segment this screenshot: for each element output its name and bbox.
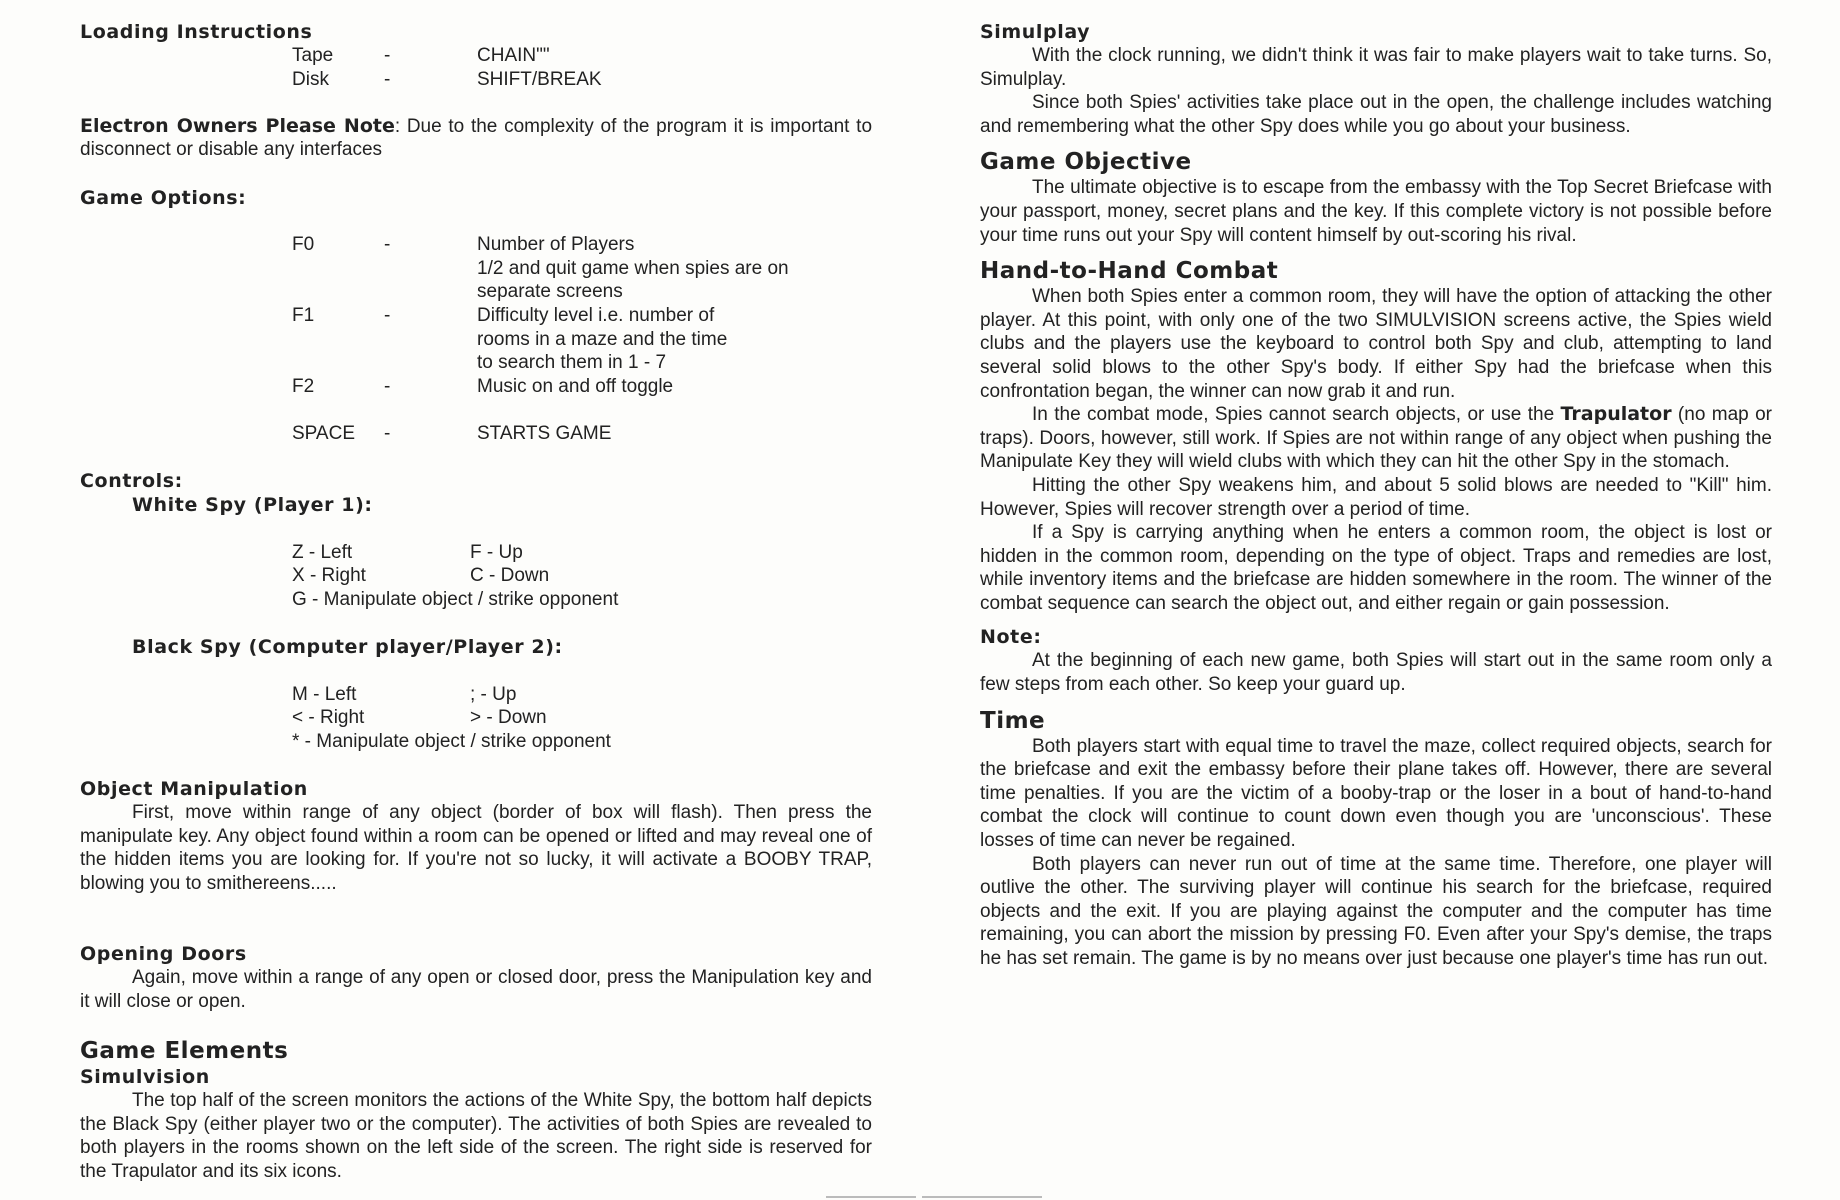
game-options-heading: Game Options:: [80, 186, 247, 209]
control-row: [292, 588, 872, 612]
right-column: [980, 20, 1772, 971]
control-row: [292, 730, 872, 754]
option-row: [292, 257, 872, 281]
option-row: [292, 304, 872, 328]
option-row: [292, 351, 872, 375]
note-heading: Note:: [980, 626, 1042, 649]
loading-key: Tape: [292, 45, 334, 66]
loading-key: Disk: [292, 68, 329, 90]
option-row: [292, 328, 872, 352]
electron-note: [80, 115, 872, 162]
combat-text: [980, 403, 1772, 474]
trapulator-term: Trapulator: [1560, 403, 1672, 426]
combat-heading: Hand-to-Hand Combat: [980, 258, 1279, 285]
option-text: Music on and off toggle: [477, 375, 674, 397]
options-table: [292, 233, 872, 445]
white-spy-heading: White Spy (Player 1):: [132, 494, 373, 517]
option-key: SPACE: [292, 422, 356, 444]
option-row: [292, 233, 872, 257]
opening-doors-heading: Opening Doors: [80, 943, 247, 966]
simulplay-text: With the clock running, we didn't think it was fair to make players wait to take turns. So, Simulplay.: [980, 45, 1772, 90]
page-fold-mark: [922, 1196, 1042, 1198]
game-elements-heading: Game Elements: [80, 1038, 289, 1065]
object-manipulation-text: First, move within range of any object (border of box will flash). Then press the manipulate key. Any object found within a room can be opened or lifted and may reveal one of the hidden items you are looking for. If you're not so lucky, it will activate a BOOBY TRAP, blowing you to smithereens.....: [80, 802, 872, 894]
option-text: separate screens: [477, 281, 623, 303]
control-key: * - Manipulate object / strike opponent: [292, 730, 611, 752]
loading-value: CHAIN"": [477, 45, 550, 66]
control-key: < - Right: [292, 707, 365, 729]
time-text: Both players can never run out of time at the same time. Therefore, one player will outlive the other. The surviving player will continue his search for the briefcase, required objects and the exit. If you are playing against the computer and the computer has time remaining, you can abort the mission by pressing F0. Even after your Spy's demise, the traps he has set remain. The game is by no means over just because one player's time has run out.: [980, 853, 1772, 969]
combat-text: Hitting the other Spy weakens him, and about 5 solid blows are needed to "Kill" him. However, Spies will recover strength over a period of time.: [980, 474, 1772, 520]
control-key: > - Down: [470, 707, 547, 729]
time-text: Both players start with equal time to travel the maze, collect required objects, search for the briefcase and exit the embassy before their plane takes off. However, there are several time penalties. If you are the victim of a booby-trap or the loser in a bout of hand-to-hand combat the clock will continue to count down even though you are 'unconscious'. These losses of time can never be regained.: [980, 735, 1772, 852]
option-text: to search them in 1 - 7: [477, 352, 667, 374]
option-row: [292, 280, 872, 304]
page-fold-mark: [826, 1196, 916, 1198]
game-objective-heading: Game Objective: [980, 149, 1192, 176]
control-key: F - Up: [470, 541, 523, 563]
option-key: F2: [292, 375, 315, 397]
loading-row: [292, 68, 872, 92]
control-key: X - Right: [292, 565, 366, 587]
simulplay-text: Since both Spies' activities take place out in the open, the challenge includes watching and remembering what the other Spy does while you go about your business.: [980, 92, 1772, 137]
object-manipulation-heading: Object Manipulation: [80, 778, 308, 801]
control-row: [292, 541, 872, 565]
time-heading: Time: [980, 707, 1046, 734]
option-dash: -: [384, 304, 391, 326]
controls-heading: Controls:: [80, 470, 183, 493]
opening-doors-text: Again, move within a range of any open or closed door, press the Manipulation key and it will close or open.: [80, 967, 872, 1012]
option-text: Number of Players: [477, 234, 635, 256]
loading-row: [292, 44, 872, 68]
option-dash: -: [384, 234, 391, 256]
left-column: [80, 20, 872, 1184]
option-text: STARTS GAME: [477, 422, 612, 444]
control-row: [292, 564, 872, 588]
option-row: [292, 422, 872, 446]
option-key: F1: [292, 304, 315, 326]
loading-dash: -: [384, 68, 391, 90]
combat-text: When both Spies enter a common room, they will have the option of attacking the other player. At this point, with only one of the two SIMULVISION screens active, the Spies wield clubs and the players use the keyboard to control both Spy and club, attempting to land several solid blows to the other Spy's body. If either Spy had the briefcase when this confrontation began, the winner can now grab it and run.: [980, 286, 1772, 402]
electron-note-text: : Due to the complexity of the program it is important to disconnect or disable any interfaces: [80, 115, 873, 161]
control-key: M - Left: [292, 683, 357, 705]
option-key: F0: [292, 234, 315, 256]
control-key: G - Manipulate object / strike opponent: [292, 588, 619, 610]
control-key: ; - Up: [470, 683, 517, 705]
option-dash: -: [384, 422, 391, 444]
black-spy-heading: Black Spy (Computer player/Player 2):: [132, 636, 563, 659]
simulvision-text: The top half of the screen monitors the actions of the White Spy, the bottom half depicts the Black Spy (either player two or the computer). The activities of both Spies are revealed to both players in the rooms shown on the left side of the screen. The right side is reserved for the Trapulator and its six icons.: [80, 1090, 872, 1182]
control-row: [292, 683, 872, 707]
combat-text-part: (no map or traps). Doors, however, still work. If Spies are not within range of any object when pushing the Manipulate Key they will wield clubs with which they can hit the other Spy in the stomach.: [980, 404, 1773, 473]
option-dash: -: [384, 375, 391, 397]
electron-note-label: Electron Owners Please Note: [80, 114, 395, 137]
control-key: C - Down: [470, 565, 550, 587]
control-key: Z - Left: [292, 541, 353, 563]
simulplay-heading: Simulplay: [980, 21, 1091, 43]
note-text: At the beginning of each new game, both Spies will start out in the same room only a few steps from each other. So keep your guard up.: [980, 650, 1772, 696]
option-text: rooms in a maze and the time: [477, 328, 728, 350]
option-row: [292, 375, 872, 399]
loading-value: SHIFT/BREAK: [477, 68, 602, 90]
loading-table: [292, 44, 872, 91]
combat-text-part: In the combat mode, Spies cannot search objects, or use the: [1032, 404, 1561, 426]
simulvision-heading: Simulvision: [80, 1066, 210, 1089]
loading-dash: -: [384, 45, 391, 66]
loading-instructions-heading: Loading Instructions: [80, 21, 313, 43]
game-objective-text: The ultimate objective is to escape from the embassy with the Top Secret Briefcase with your passport, money, secret plans and the key. If this complete victory is not possible before your time runs out your Spy will content himself by out-scoring his rival.: [980, 177, 1772, 246]
control-row: [292, 706, 872, 730]
option-text: 1/2 and quit game when spies are on: [477, 257, 789, 279]
combat-text: If a Spy is carrying anything when he enters a common room, the object is lost or hidden in the common room, depending on the type of object. Traps and remedies are lost, while inventory items and the briefcase are hidden somewhere in the room. The winner of the combat sequence can search the object out, and either regain or gain possession.: [980, 522, 1772, 614]
option-text: Difficulty level i.e. number of: [477, 304, 715, 326]
